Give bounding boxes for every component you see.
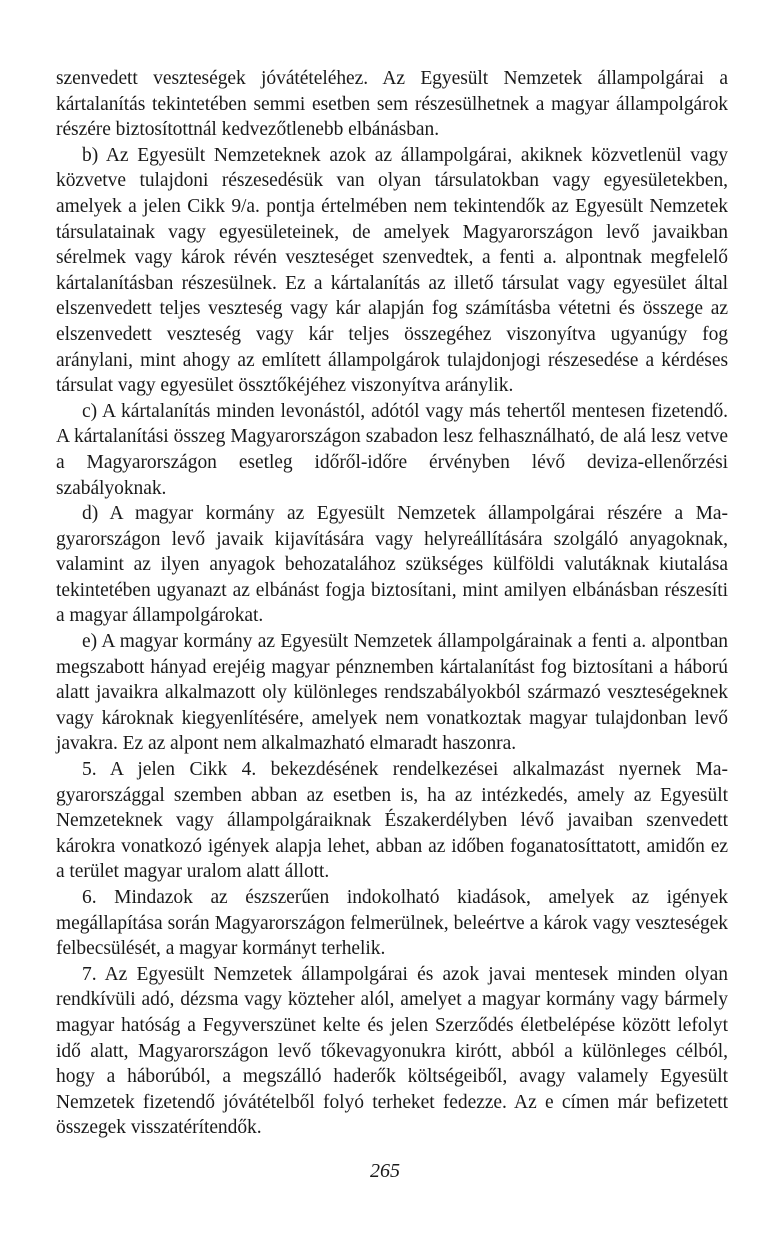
paragraph-b: b) Az Egyesült Nemzeteknek azok az állampolgárai, akiknek közvetlenül vagy közvetve tulajdoni részesedésük van olyan társulatokban vagy egyesületekben, amelyek a jelen Cikk 9/a. pontja értelmében nem tekintendők az Egyesült Nemzetek társulatainak vagy egyesületeinek, de amelyek Magyarországon levő javaikban sérelmek vagy károk révén veszteséget szenvedtek, a fenti a. alpontnak megfelelő kártalanításban részesülnek. Ez a kártalanítás az illető társulat vagy egyesület által elszenvedett teljes veszteség vagy kár alapján fog számításba vétetni és összege az elszenvedett veszteség vagy kár teljes összegéhez viszonyítva ugyanúgy fog aránylani, mint ahogy az említett állampolgárok tulajdonjogi részesedése a kérdéses társulat vagy egyesület össztőkéjéhez viszonyítva aránylik.	[56, 144, 728, 397]
paragraph-continued: szenvedett veszteségek jóvátételéhez. Az Egyesült Nemzetek állampolgárai a kártalanítás tekintetében semmi esetben sem részesülhetnek a magyar állampolgárok részére biztosítottnál kedvezőtlenebb elbánásban.	[56, 68, 728, 141]
paragraph-d: d) A magyar kormány az Egyesült Nemzetek állampolgárai részére a Magyarországon levő javaik kijavítására vagy helyreállítására szolgáló anyagoknak, valamint az ilyen anyagok behozatalához szükséges külföldi valutáknak kiutalása tekintetében ugyanazt az elbánást fogja biztosítani, mint amilyen elbánásban részesíti a magyar állampolgárokat.	[56, 503, 728, 627]
paragraph-e: e) A magyar kormány az Egyesült Nemzetek állampolgárainak a fenti a. alpontban megszabott hányad erejéig magyar pénznemben kártalanítást fog biztosítani a háború alatt javaikra alkalmazott oly különleges rendszabályokból származó veszteségeknek vagy károknak kiegyenlítésére, amelyek nem vonatkoztak magyar tulajdonban levő javakra. Ez az alpont nem alkalmazható elmaradt haszonra.	[56, 631, 728, 755]
paragraph-5: 5. A jelen Cikk 4. bekezdésének rendelkezései alkalmazást nyernek Magyarországgal szemben abban az esetben is, ha az intézkedés, amely az Egyesült Nemzeteknek vagy állampolgáraiknak Északerdélyben lévő javaiban szenvedett károkra vonatkozó igények alapja lehet, abban az időben foganatosíttatott, amidőn ez a terület magyar uralom alatt állott.	[56, 759, 728, 883]
paragraph-c: c) A kártalanítás minden levonástól, adótól vagy más tehertől mentesen fizetendő. A kártalanítási összeg Magyarországon szabadon lesz felhasználható, de alá lesz vetve a Magyarországon esetleg időről-időre érvényben lévő deviza-ellenőrzési szabályoknak.	[56, 400, 728, 499]
page-number: 265	[370, 1160, 400, 1182]
paragraph-7: 7. Az Egyesült Nemzetek állampolgárai és azok javai mentesek minden olyan rendkívüli adó, dézsma vagy közteher alól, amelyet a magyar kormány vagy bármely magyar hatóság a Fegyverszünet kelte és jelen Szerződés életbelépése között lefolyt idő alatt, Magyarországon levő tőkevagyonukra kirótt, abból a különleges célból, hogy a háborúból, a megszálló haderők költségeiből, avagy valamely Egyesült Nemzetek fizetendő jóvátételből folyó terheket fedezze. Az e címen már befizetett összegek visszatérítendők.	[56, 963, 728, 1139]
paragraph-6: 6. Mindazok az észszerűen indokolható kiadások, amelyek az igények megállapítása során Magyarországon felmerülnek, beleértve a károk vagy veszteségek felbecsülését, a magyar kormányt terhelik.	[56, 887, 728, 960]
page-body	[56, 66, 728, 1141]
